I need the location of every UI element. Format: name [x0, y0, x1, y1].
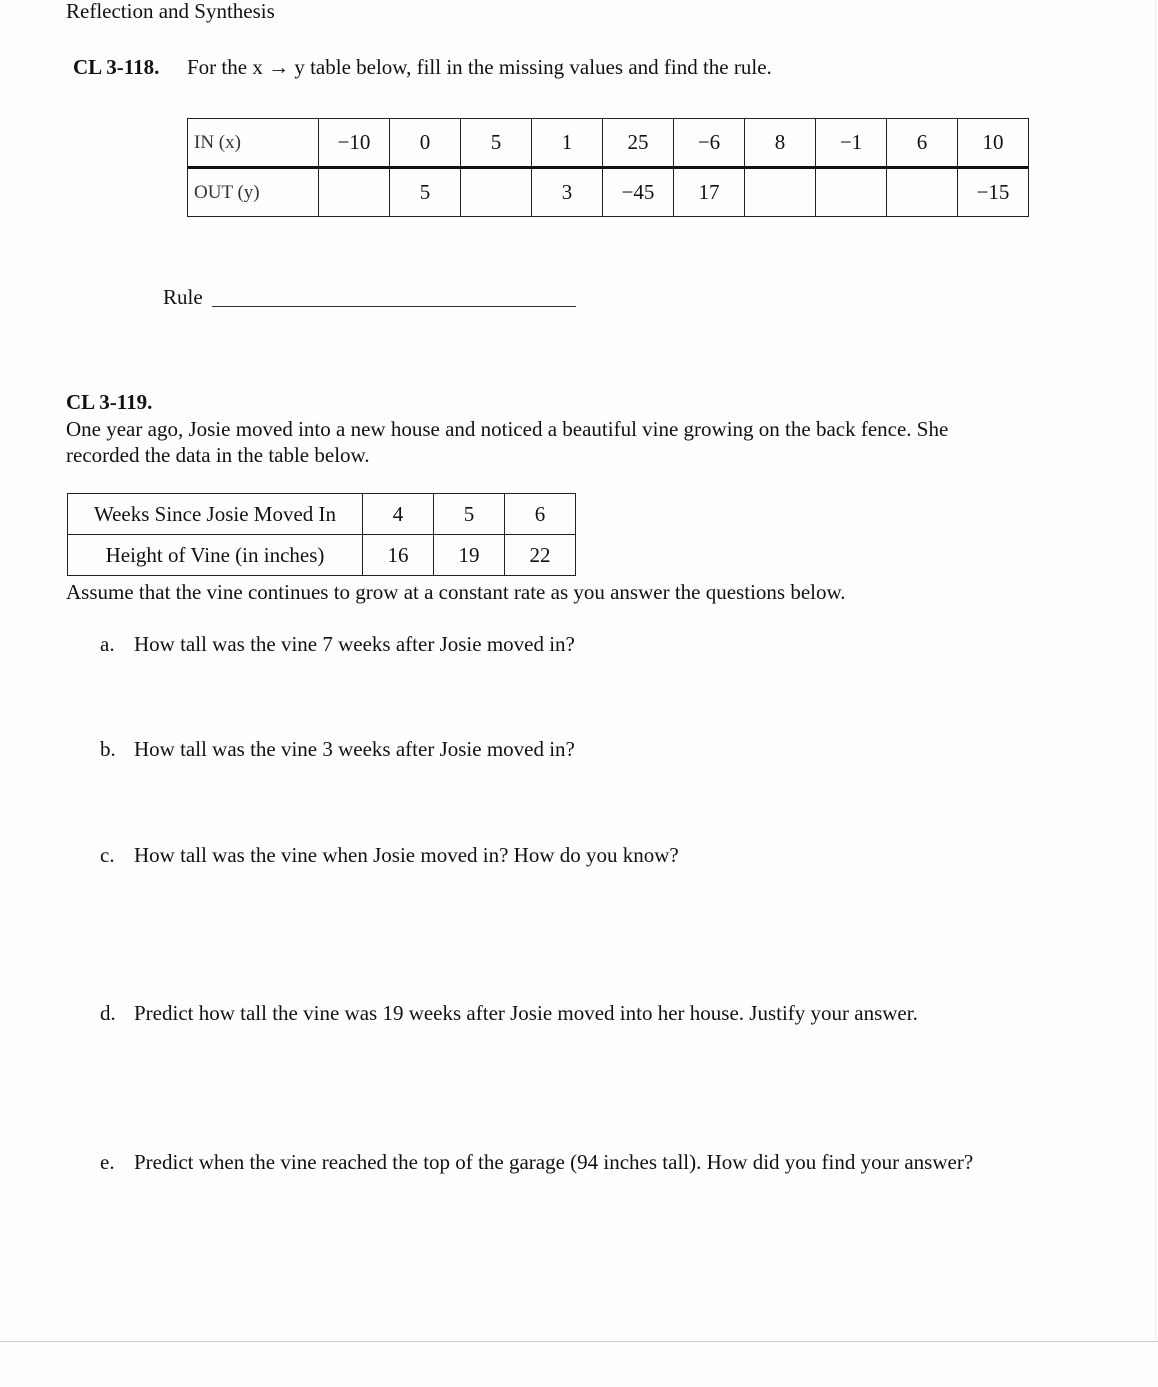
problem-118-label: CL 3-118. — [73, 55, 160, 79]
out-cell[interactable] — [319, 168, 390, 217]
height-cell: 19 — [434, 535, 505, 576]
in-label: IN (x) — [188, 119, 319, 168]
in-cell: 5 — [461, 119, 532, 168]
question-a: How tall was the vine 7 weeks after Josie moved in? — [134, 632, 575, 656]
in-row — [188, 119, 1029, 168]
section-title: Reflection and Synthesis — [66, 0, 275, 23]
rule-answer-line[interactable] — [212, 306, 576, 307]
weeks-cell: 5 — [434, 494, 505, 535]
out-cell[interactable] — [816, 168, 887, 217]
in-cell: −10 — [319, 119, 390, 168]
out-cell: 17 — [674, 168, 745, 217]
in-cell: 0 — [390, 119, 461, 168]
out-cell: −15 — [958, 168, 1029, 217]
in-cell: −6 — [674, 119, 745, 168]
question-e: Predict when the vine reached the top of the garage (94 inches tall). How did you find your answer? — [134, 1150, 974, 1174]
question-d: Predict how tall the vine was 19 weeks after Josie moved into her house. Justify your answer. — [134, 1001, 918, 1025]
out-cell: 5 — [390, 168, 461, 217]
page-edge — [1155, 0, 1156, 1341]
question-b-letter: b. — [100, 737, 116, 761]
assumption-text: Assume that the vine continues to grow at a constant rate as you answer the questions below. — [66, 580, 846, 604]
in-cell: 1 — [532, 119, 603, 168]
height-cell: 16 — [363, 535, 434, 576]
weeks-row — [68, 494, 576, 535]
height-row — [68, 535, 576, 576]
problem-119-intro-2: recorded the data in the table below. — [66, 443, 370, 467]
question-a-letter: a. — [100, 632, 115, 656]
problem-119-label: CL 3-119. — [66, 390, 153, 414]
in-cell: 10 — [958, 119, 1029, 168]
height-cell: 22 — [505, 535, 576, 576]
question-b: How tall was the vine 3 weeks after Josie moved in? — [134, 737, 575, 761]
weeks-cell: 4 — [363, 494, 434, 535]
out-cell[interactable] — [745, 168, 816, 217]
question-e-letter: e. — [100, 1150, 115, 1174]
in-cell: 8 — [745, 119, 816, 168]
in-cell: 6 — [887, 119, 958, 168]
out-cell[interactable] — [461, 168, 532, 217]
out-row — [188, 168, 1029, 217]
in-cell: 25 — [603, 119, 674, 168]
weeks-label: Weeks Since Josie Moved In — [68, 494, 363, 535]
rule-label: Rule — [163, 285, 203, 309]
problem-119-intro: One year ago, Josie moved into a new house and noticed a beautiful vine growing on the back fence. She — [66, 417, 949, 441]
page-divider — [0, 1341, 1158, 1342]
question-d-letter: d. — [100, 1001, 116, 1025]
out-cell: −45 — [603, 168, 674, 217]
out-cell: 3 — [532, 168, 603, 217]
in-cell: −1 — [816, 119, 887, 168]
question-c-letter: c. — [100, 843, 115, 867]
height-label: Height of Vine (in inches) — [68, 535, 363, 576]
out-label: OUT (y) — [188, 168, 319, 217]
xy-table — [187, 118, 1029, 217]
question-c: How tall was the vine when Josie moved in? How do you know? — [134, 843, 679, 867]
problem-118-text: For the x → y table below, fill in the missing values and find the rule. — [187, 55, 772, 79]
vine-table — [67, 493, 576, 576]
weeks-cell: 6 — [505, 494, 576, 535]
out-cell[interactable] — [887, 168, 958, 217]
